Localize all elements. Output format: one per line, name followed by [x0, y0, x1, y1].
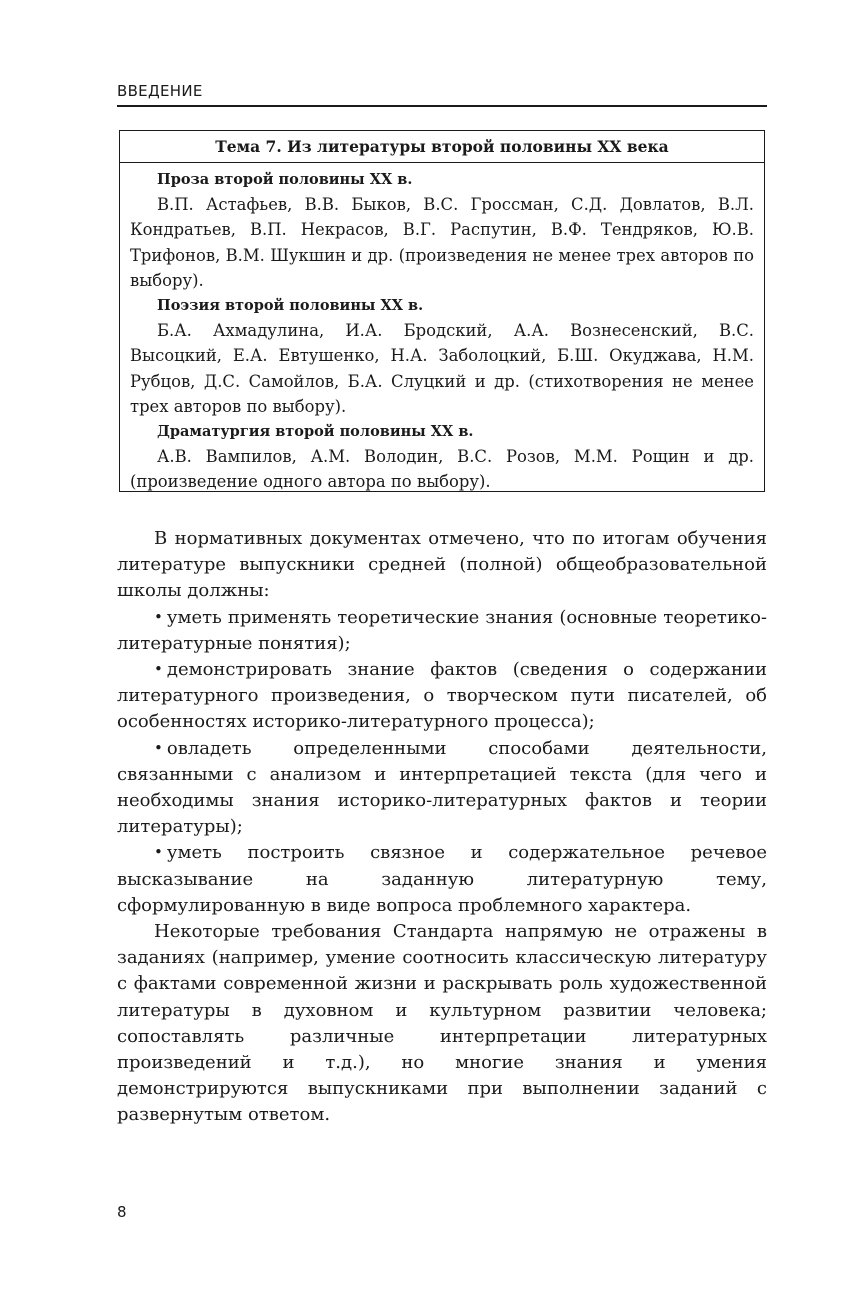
prose-heading: Проза второй половины XX в.: [157, 171, 413, 188]
bullet-icon: •: [154, 607, 163, 626]
bullet-item: [117, 840, 767, 919]
poetry-heading: Поэзия второй половины XX в.: [157, 297, 424, 315]
closing-paragraph: Некоторые требования Стандарта напрямую не отражены в заданиях (например, умение соотносить классическую литературу с фактами современной жизни и раскрывать роль художественной литературы в духовном и культурном развитии человека; сопоставлять различные интерпретации литературных произведений и т.д.), но многие знания и умения демонстрируются выпускниками при выполнении заданий с развернутым ответом.: [117, 921, 767, 1126]
bullet-text: овладеть определенными способами деятельности, связанными с анализом и интерпретацией текста (для чего и необходимы знания историко-литературных фактов и теории литературы);: [117, 737, 767, 838]
bullet-icon: •: [154, 738, 163, 757]
running-head: ВВЕДЕНИЕ: [117, 82, 203, 100]
header-rule: [117, 105, 767, 107]
prose-authors: В.П. Астафьев, В.В. Быков, В.С. Гроссман, С.Д. Довлатов, В.Л. Кондратьев, В.П. Некрасов, В.Г. Распутин, В.Ф. Тендряков, Ю.В. Трифонов, В.М. Шукшин и др. (произведения не менее трех авторов по выбору).: [130, 195, 754, 290]
bullet-icon: •: [154, 660, 163, 679]
bullet-item: [117, 736, 767, 841]
bullet-item: [117, 605, 767, 657]
poetry-authors: Б.А. Ахмадулина, И.А. Бродский, А.А. Вознесенский, В.С. Высоцкий, Е.А. Евтушенко, Н.А. Заболоцкий, Б.Ш. Окуджава, Н.М. Рубцов, Д.С. Самойлов, Б.А. Слуцкий и др. (стихотворения не менее трех авторов по выбору).: [130, 321, 754, 416]
bullet-icon: •: [154, 843, 163, 862]
topic-box: [119, 130, 765, 492]
body-text: [117, 526, 767, 1129]
bullet-text: демонстрировать знание фактов (сведения о содержании литературного произведения, о творческом пути писателей, об особенностях историко-литературного процесса);: [117, 659, 767, 733]
drama-heading: Драматургия второй половины XX в.: [157, 423, 474, 441]
bullet-text: уметь применять теоретические знания (основные теоретико-литературные понятия);: [117, 606, 767, 654]
intro-paragraph: В нормативных документах отмечено, что по итогам обучения литературе выпускники средней (полной) общеобразовательной школы должны:: [117, 528, 767, 602]
page-number: 8: [117, 1203, 127, 1221]
topic-title: Тема 7. Из литературы второй половины XX века: [120, 131, 764, 163]
drama-authors: А.В. Вампилов, А.М. Володин, В.С. Розов, М.М. Рощин и др. (произведение одного автора по выбору).: [130, 447, 754, 492]
bullet-text: уметь построить связное и содержательное речевое высказывание на заданную литературную тему, сформулированную в виде вопроса проблемного характера.: [117, 842, 767, 916]
topic-body: [120, 163, 764, 495]
bullet-item: [117, 657, 767, 736]
